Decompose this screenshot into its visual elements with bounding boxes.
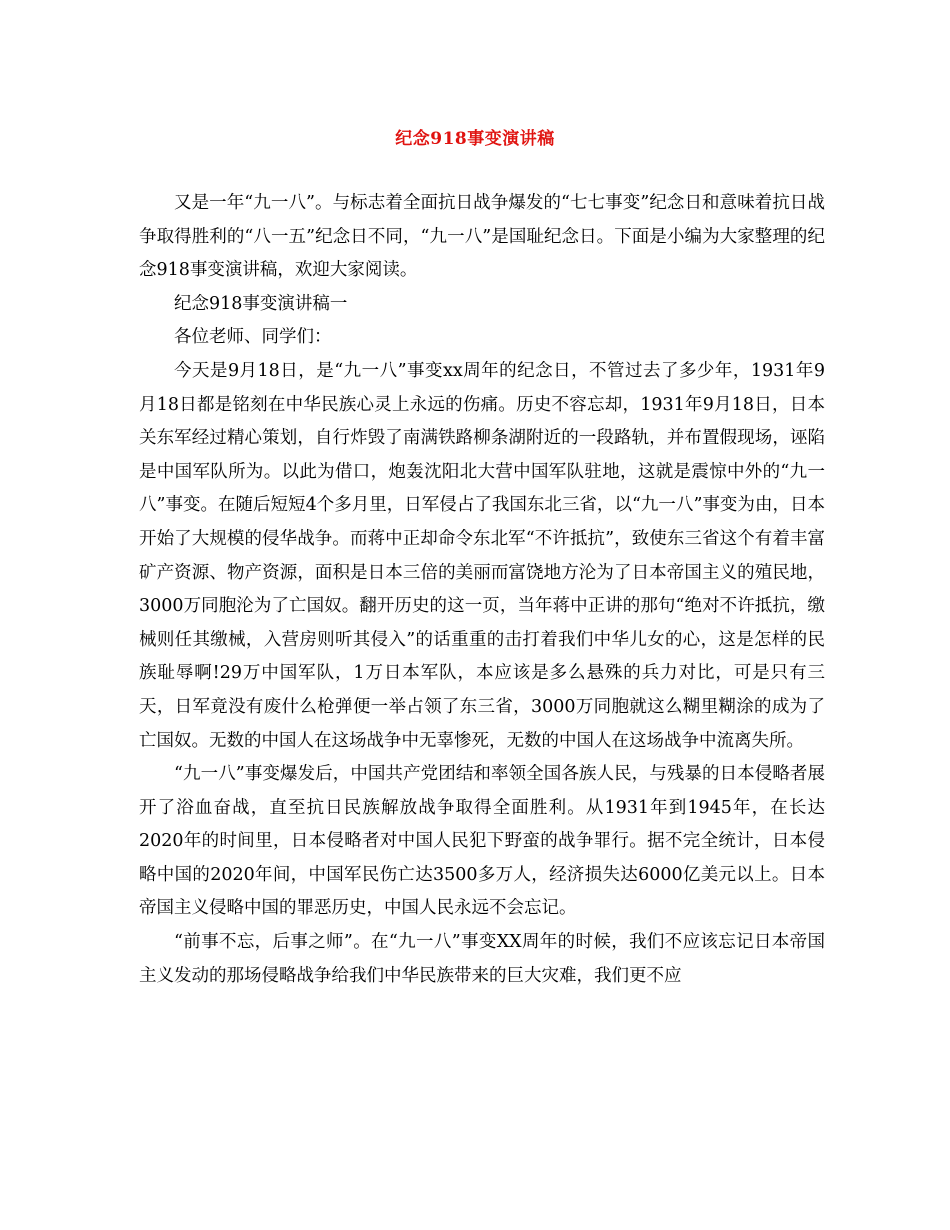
document-body [139, 187, 825, 993]
body-paragraph: “九一八”事变爆发后，中国共产党团结和率领全国各族人民，与残暴的日本侵略者展开了浴血奋战，直至抗日民族解放战争取得全面胜利。从1931年到1945年，在长达2020年的时间里，日本侵略者对中国人民犯下野蛮的战争罪行。据不完全统计，日本侵略中国的2020年间，中国军民伤亡达3500多万人，经济损失达6000亿美元以上。日本帝国主义侵略中国的罪恶历史，中国人民永远不会忘记。 [139, 764, 825, 919]
document-title: 纪念918事变演讲稿 [395, 129, 555, 149]
body-paragraph: “前事不忘，后事之师”。在“九一八”事变XX周年的时候，我们不应该忘记日本帝国主义发动的那场侵略战争给我们中华民族带来的巨大灾难，我们更不应 [139, 932, 825, 986]
body-paragraph: 今天是9月18日，是“九一八”事变xx周年的纪念日，不管过去了多少年，1931年9月18日都是铭刻在中华民族心灵上永远的伤痛。历史不容忘却，1931年9月18日，日本关东军经过精心策划，自行炸毁了南满铁路柳条湖附近的一段路轨，并布置假现场，诬陷是中国军队所为。以此为借口，炮轰沈阳北大营中国军队驻地，这就是震惊中外的“九一八”事变。在随后短短4个多月里，日军侵占了我国东北三省，以“九一八”事变为由，日本开始了大规模的侵华战争。而蒋中正却命令东北军“不许抵抗”，致使东三省这个有着丰富矿产资源、物产资源，面积是日本三倍的美丽而富饶地方沦为了日本帝国主义的殖民地，3000万同胞沦为了亡国奴。翻开历史的这一页，当年蒋中正讲的那句“绝对不许抵抗，缴械则任其缴械，入营房则听其侵入”的话重重的击打着我们中华儿女的心，这是怎样的民族耻辱啊!29万中国军队，1万日本军队，本应该是多么悬殊的兵力对比，可是只有三天，日军竟没有废什么枪弹便一举占领了东三省，3000万同胞就这么糊里糊涂的成为了亡国奴。无数的中国人在这场战争中无辜惨死，无数的中国人在这场战争中流离失所。 [139, 360, 825, 751]
intro-paragraph: 又是一年“九一八”。与标志着全面抗日战争爆发的“七七事变”纪念日和意味着抗日战争取得胜利的“八一五”纪念日不同，“九一八”是国耻纪念日。下面是小编为大家整理的纪念918事变演讲稿，欢迎大家阅读。 [139, 193, 825, 281]
speech-heading: 纪念918事变演讲稿一 [174, 293, 348, 314]
salutation: 各位老师、同学们： [174, 327, 332, 348]
